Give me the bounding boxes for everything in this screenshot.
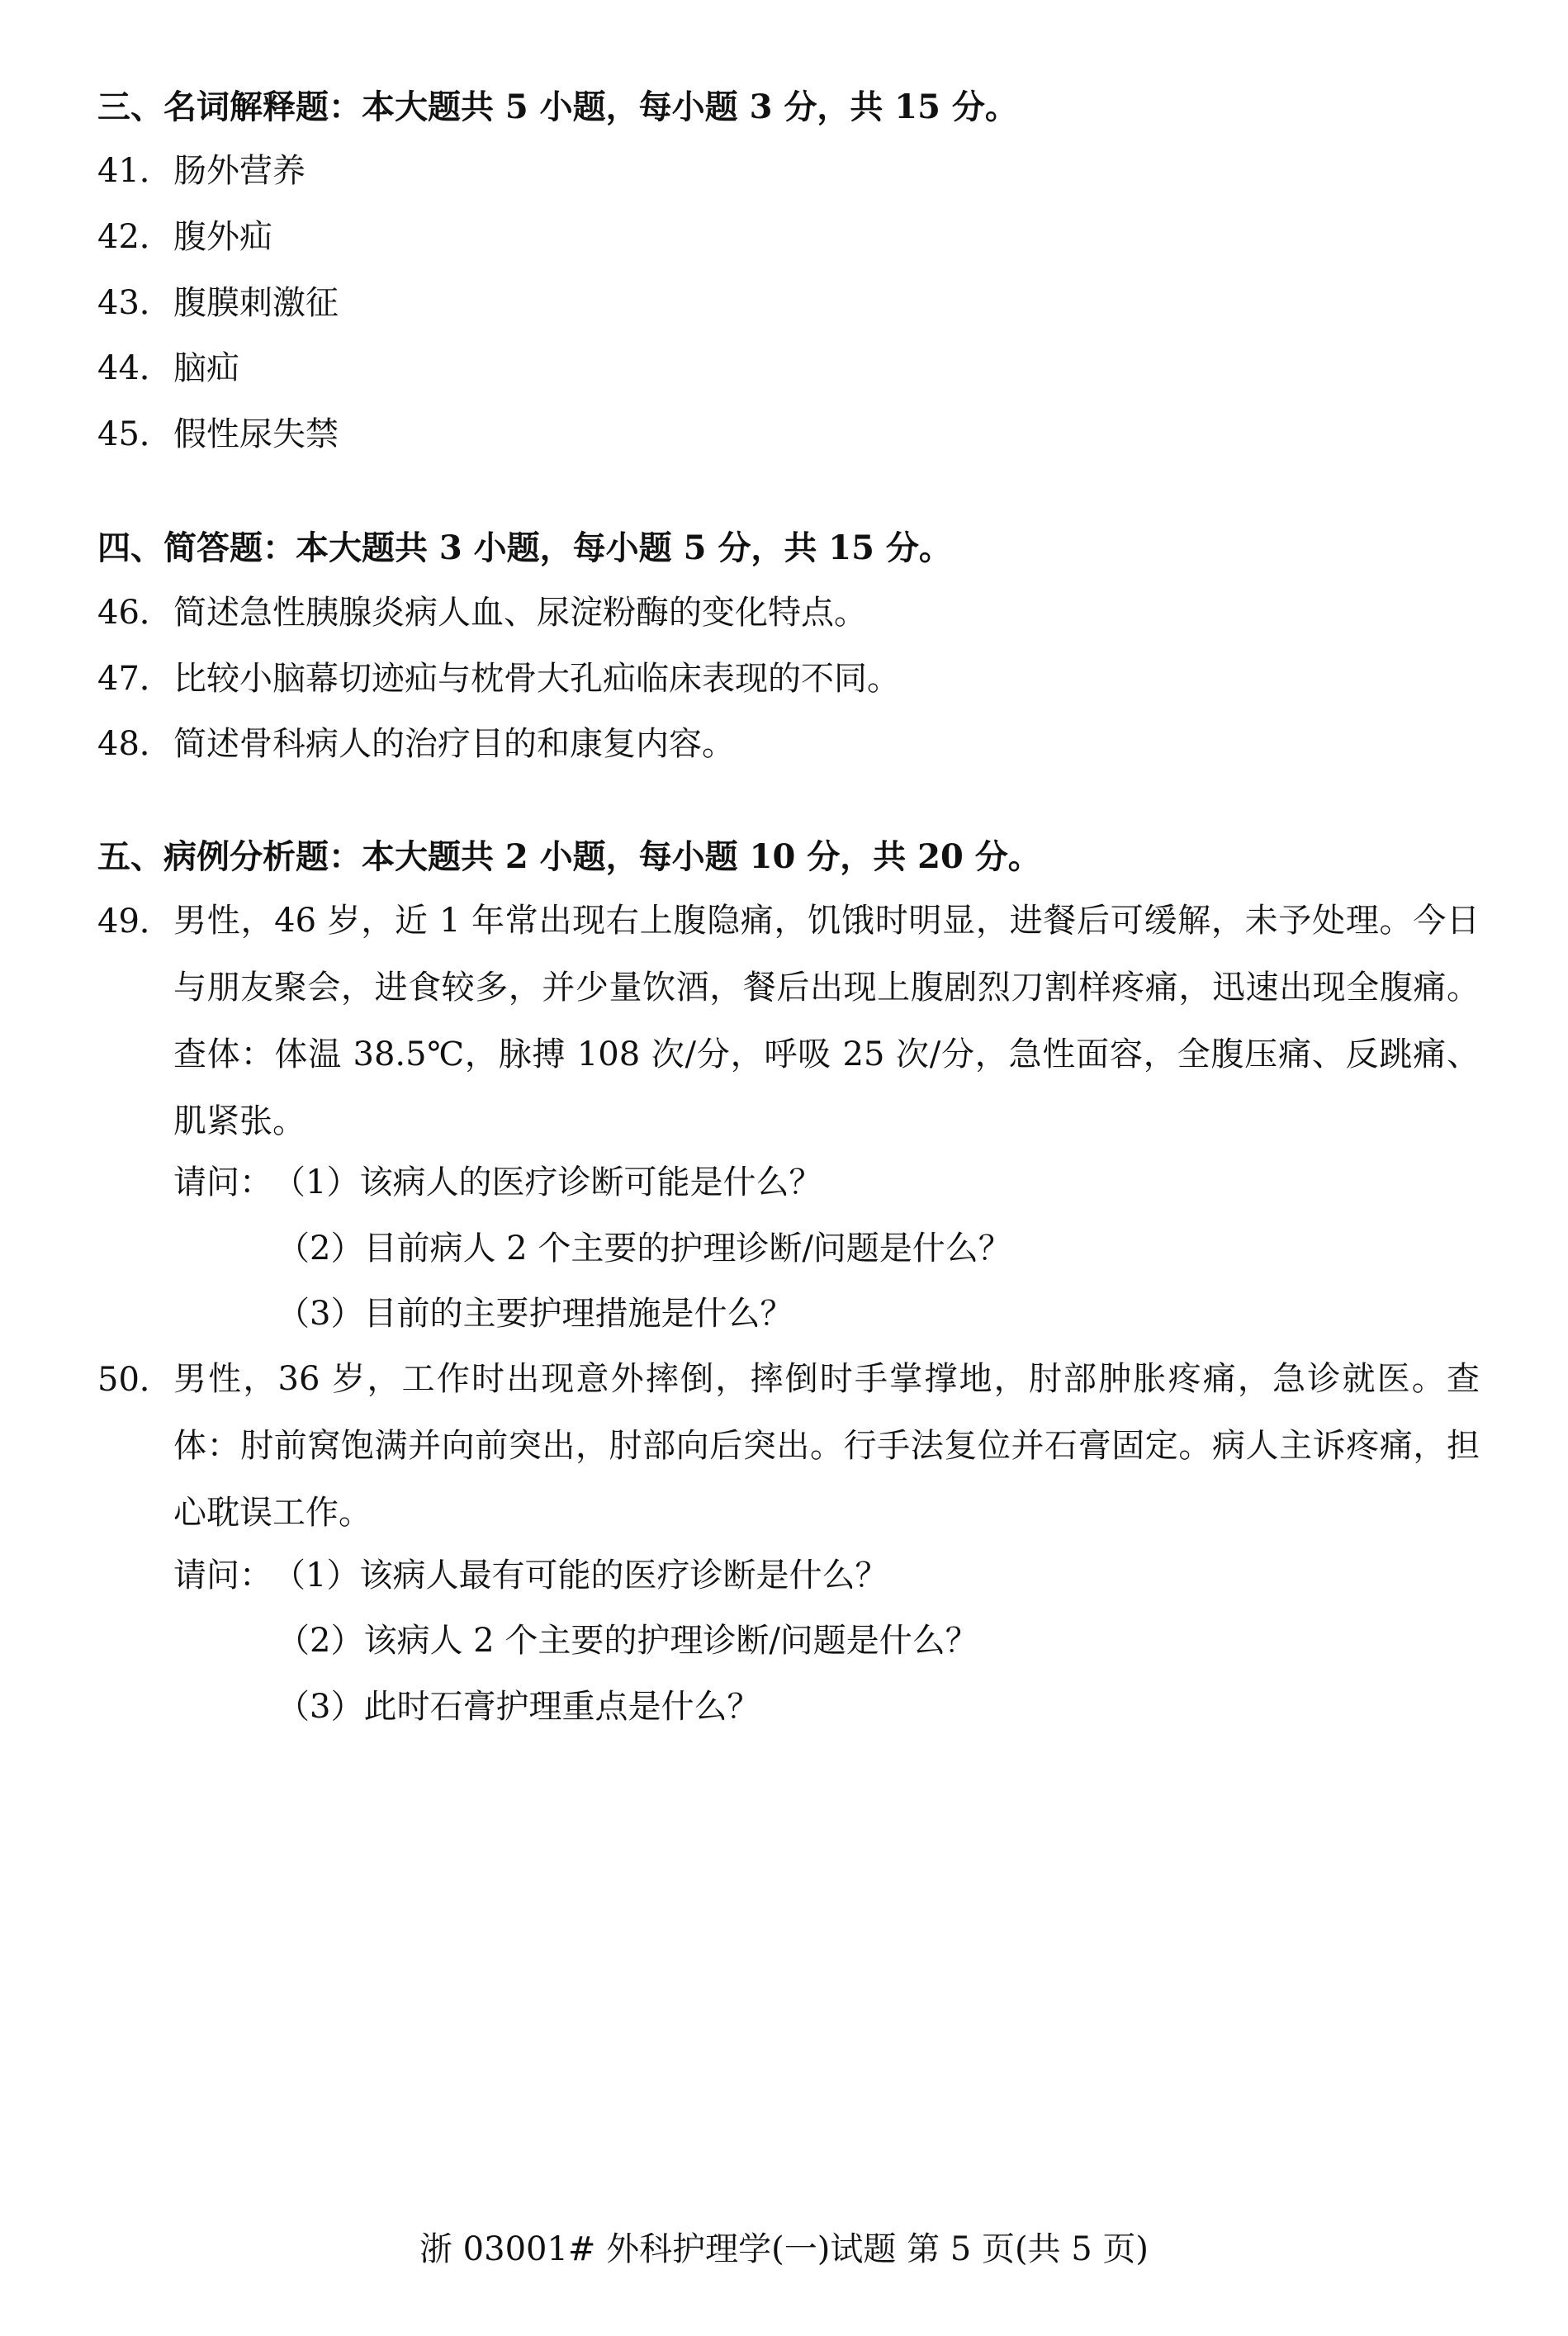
question-number-41: 41． — [97, 152, 173, 190]
page-footer: 浙 03001# 外科护理学(一)试题 第 5 页(共 5 页) — [419, 2230, 1149, 2268]
question-text-45: 假性尿失禁 — [173, 415, 339, 453]
question-text-48: 简述骨科病人的治疗目的和康复内容。 — [173, 725, 735, 763]
question-text-44: 脑疝 — [173, 349, 239, 387]
question-number-44: 44． — [97, 349, 173, 387]
case-49-ask-1: （1）该病人的医疗诊断可能是什么？ — [272, 1163, 822, 1201]
question-text-46: 简述急性胰腺炎病人血、尿淀粉酶的变化特点。 — [173, 594, 867, 632]
question-number-48: 48． — [97, 725, 173, 763]
section-heading-3: 三、名词解释题：本大题共 5 小题，每小题 3 分，共 15 分。 — [97, 88, 1018, 126]
question-number-43: 43． — [97, 284, 173, 322]
section-heading-4: 四、简答题：本大题共 3 小题，每小题 5 分，共 15 分。 — [97, 528, 952, 567]
case-50-ask-2: （2）该病人 2 个主要的护理诊断/问题是什么？ — [277, 1622, 978, 1660]
question-number-42: 42． — [97, 218, 173, 256]
case-number-50: 50． — [97, 1361, 173, 1399]
section-heading-5: 五、病例分析题：本大题共 2 小题，每小题 10 分，共 20 分。 — [97, 837, 1041, 876]
question-text-41: 肠外营养 — [173, 152, 306, 190]
question-number-47: 47． — [97, 660, 173, 698]
case-50-ask-label: 请问： — [173, 1557, 272, 1594]
case-49-ask-label: 请问： — [173, 1163, 272, 1201]
question-text-47: 比较小脑幕切迹疝与枕骨大孔疝临床表现的不同。 — [173, 660, 900, 698]
case-49-ask-3: （3）目前的主要护理措施是什么？ — [277, 1295, 793, 1333]
case-50-ask-1: （1）该病人最有可能的医疗诊断是什么？ — [272, 1557, 888, 1594]
case-number-49: 49． — [97, 903, 173, 941]
case-text-50: 男性，36 岁，工作时出现意外摔倒，摔倒时手掌撑地，肘部肿胀疼痛，急诊就医。查体：肘前窝饱满并向前突出，肘部向后突出。行手法复位并石膏固定。病人主诉疼痛，担心耽误工作。 — [173, 1360, 1480, 1532]
case-49-ask-2: （2）目前病人 2 个主要的护理诊断/问题是什么？ — [277, 1230, 1011, 1268]
question-text-43: 腹膜刺激征 — [173, 284, 339, 322]
case-text-49: 男性，46 岁，近 1 年常出现右上腹隐痛，饥饿时明显，进餐后可缓解，未予处理。今日与朋友聚会，进食较多，并少量饮酒，餐后出现上腹剧烈刀割样疼痛，迅速出现全腹痛。查体：体温 38.5℃，脉搏 108 次/分，呼吸 25 次/分，急性面容，全腹压痛、反跳痛、肌紧张。 — [173, 902, 1480, 1140]
question-number-46: 46． — [97, 594, 173, 632]
question-number-45: 45． — [97, 415, 173, 453]
case-50-ask-3: （3）此时石膏护理重点是什么？ — [277, 1688, 760, 1726]
question-text-42: 腹外疝 — [173, 218, 272, 256]
